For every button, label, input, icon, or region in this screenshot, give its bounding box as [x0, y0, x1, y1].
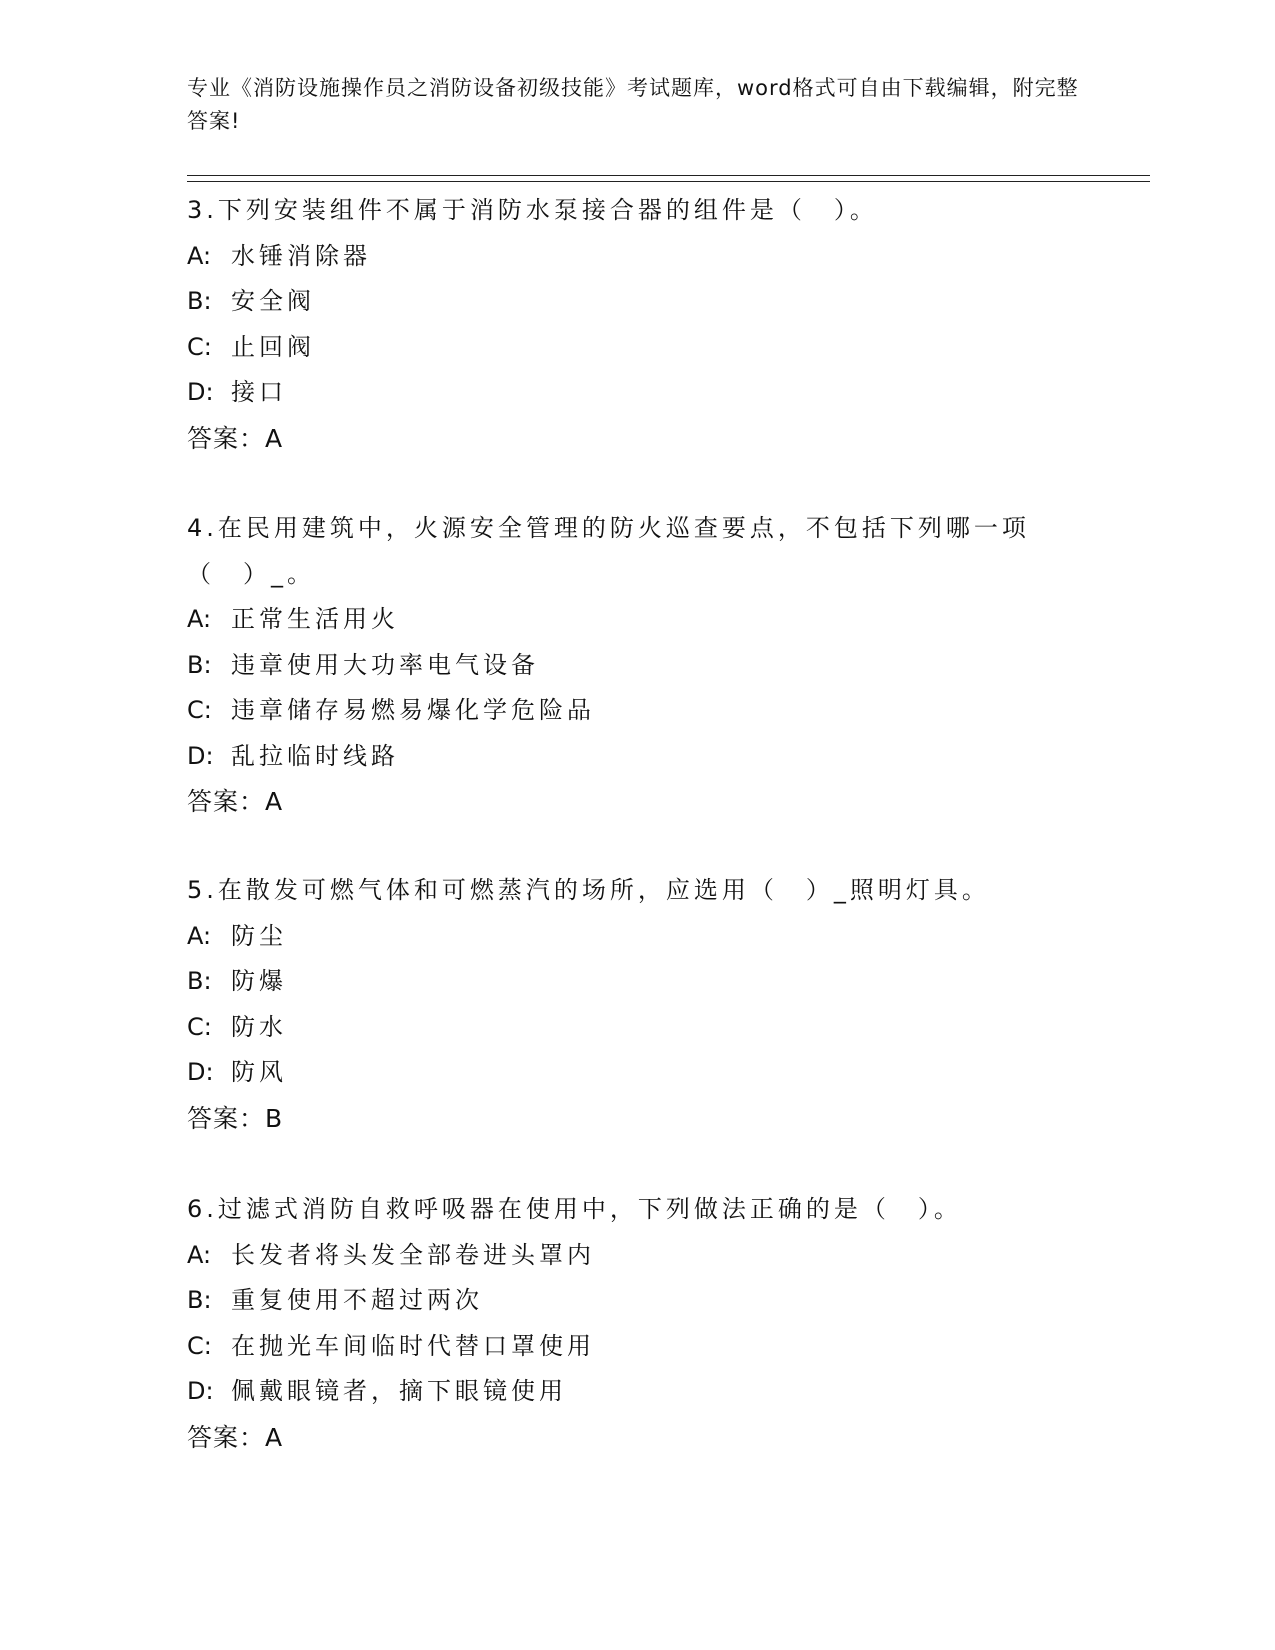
question-4: [187, 506, 1087, 825]
question-stem: 6.过滤式消防自救呼吸器在使用中，下列做法正确的是（ ）。: [187, 1195, 962, 1223]
option-label: C:: [187, 1331, 212, 1360]
option-label: D:: [187, 378, 214, 406]
option-label: A:: [187, 241, 212, 270]
option-a: [187, 234, 1087, 280]
option-label: B:: [187, 287, 212, 315]
option-text: 防风: [231, 1058, 287, 1086]
question-3: [187, 188, 1087, 461]
option-text: 防尘: [231, 921, 287, 950]
option-d: [187, 734, 1087, 780]
option-text: 违章储存易燃易爆化学危险品: [231, 696, 595, 724]
option-label: A:: [187, 921, 212, 950]
question-stem: 3.下列安装组件不属于消防水泵接合器的组件是（ ）。: [187, 196, 878, 224]
option-label: C:: [187, 332, 212, 361]
option-a: [187, 597, 1087, 643]
option-a: [187, 914, 1087, 960]
option-text: 止回阀: [231, 332, 315, 361]
option-text: 水锤消除器: [231, 241, 371, 270]
option-label: B:: [187, 650, 212, 679]
option-label: B:: [187, 967, 212, 995]
option-label: A:: [187, 1240, 212, 1269]
option-label: D:: [187, 1377, 214, 1405]
option-label: D:: [187, 1058, 214, 1086]
option-text: 防水: [231, 1012, 287, 1041]
option-b: [187, 1278, 1087, 1324]
option-d: [187, 370, 1087, 416]
question-6: [187, 1187, 1087, 1460]
answer: 答案：B: [187, 1103, 284, 1133]
header-divider-bottom: [187, 181, 1150, 182]
option-text: 重复使用不超过两次: [231, 1286, 483, 1314]
option-d: [187, 1369, 1087, 1415]
option-text: 违章使用大功率电气设备: [231, 650, 539, 679]
option-c: [187, 325, 1087, 371]
option-c: [187, 688, 1087, 734]
answer: 答案：A: [187, 423, 284, 453]
option-c: [187, 1005, 1087, 1051]
option-label: A:: [187, 605, 212, 633]
option-label: C:: [187, 696, 212, 724]
option-label: B:: [187, 1286, 212, 1314]
option-text: 佩戴眼镜者，摘下眼镜使用: [231, 1377, 567, 1405]
document-intro: 专业《消防设施操作员之消防设备初级技能》考试题库，word格式可自由下载编辑，附完整答案!: [187, 76, 1079, 133]
question-stem: 4.在民用建筑中，火源安全管理的防火巡查要点，不包括下列哪一项（ ）_。: [187, 514, 1030, 588]
option-a: [187, 1233, 1087, 1279]
question-5: [187, 868, 1087, 1141]
option-b: [187, 279, 1087, 325]
option-text: 正常生活用火: [231, 605, 399, 633]
answer: 答案：A: [187, 787, 284, 816]
option-b: [187, 643, 1087, 689]
question-stem: 5.在散发可燃气体和可燃蒸汽的场所，应选用（ ）_照明灯具。: [187, 876, 990, 904]
option-d: [187, 1050, 1087, 1096]
option-b: [187, 959, 1087, 1005]
option-text: 安全阀: [231, 287, 315, 315]
option-label: D:: [187, 741, 214, 770]
option-text: 接口: [231, 378, 287, 406]
option-text: 防爆: [231, 967, 287, 995]
option-label: C:: [187, 1012, 212, 1041]
option-text: 长发者将头发全部卷进头罩内: [231, 1240, 595, 1269]
option-text: 在抛光车间临时代替口罩使用: [231, 1331, 595, 1360]
header-divider-top: [187, 175, 1150, 176]
answer: 答案：A: [187, 1422, 284, 1452]
option-c: [187, 1324, 1087, 1370]
option-text: 乱拉临时线路: [231, 741, 399, 770]
